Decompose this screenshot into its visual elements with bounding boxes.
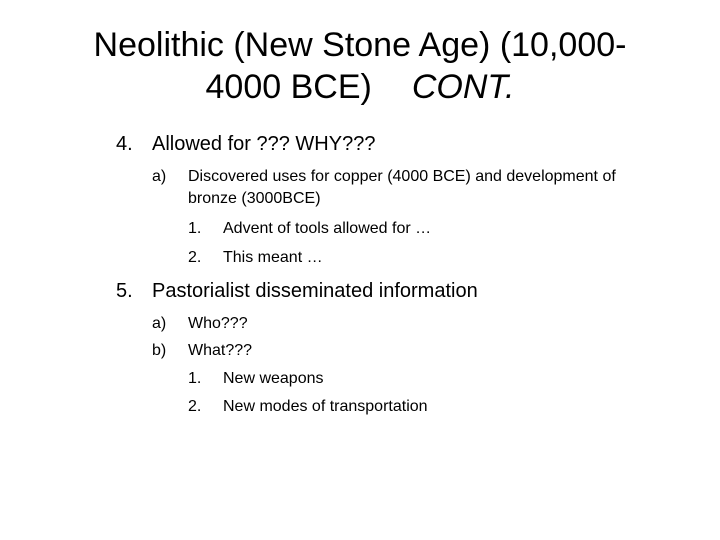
list-item-text: Discovered uses for copper (4000 BCE) and development of bbox=[188, 168, 616, 185]
list-marker: a) bbox=[152, 315, 167, 332]
list-item-text: New weapons bbox=[223, 370, 324, 387]
list-marker: 2. bbox=[188, 249, 202, 266]
list-item-text: Who??? bbox=[188, 315, 248, 332]
list-marker: 2. bbox=[188, 398, 202, 415]
list-item-text: Pastorialist disseminated information bbox=[152, 280, 478, 302]
list-item-text: What??? bbox=[188, 342, 253, 359]
title-line-1: Neolithic (New Stone Age) (10,000- bbox=[93, 26, 627, 64]
list-item-text: bronze (3000BCE) bbox=[188, 190, 321, 207]
list-marker: 1. bbox=[188, 370, 202, 387]
list-item-text: This meant … bbox=[223, 249, 323, 266]
title-cont: CONT. bbox=[411, 68, 515, 106]
list-item-text: New modes of transportation bbox=[223, 398, 428, 415]
list-marker: 5. bbox=[116, 280, 133, 302]
list-marker: 4. bbox=[116, 133, 133, 155]
list-marker: 1. bbox=[188, 220, 202, 237]
list-item-text: Allowed for ??? WHY??? bbox=[152, 133, 376, 155]
list-item-text: Advent of tools allowed for … bbox=[223, 220, 432, 237]
list-marker: b) bbox=[152, 342, 167, 359]
list-marker: a) bbox=[152, 168, 167, 185]
title-date-range: 4000 BCE) bbox=[205, 68, 372, 106]
